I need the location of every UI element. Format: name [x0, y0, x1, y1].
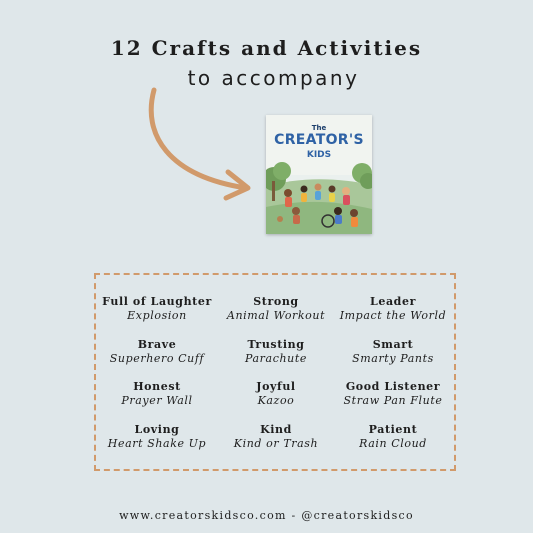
- activity-label: Heart Shake Up: [107, 437, 207, 450]
- activity-cell: [333, 338, 453, 366]
- trait-label: Trusting: [247, 338, 305, 351]
- curved-arrow-icon: [140, 84, 270, 204]
- book-cover: [266, 115, 372, 234]
- book-title-kids: KIDS: [306, 150, 332, 160]
- activity-label: Animal Workout: [226, 309, 326, 322]
- activity-label: Kazoo: [257, 394, 295, 407]
- activity-cell: [97, 380, 217, 408]
- trait-label: Brave: [137, 338, 177, 351]
- activity-cell: [333, 295, 453, 323]
- activity-cell: [97, 295, 217, 323]
- trait-label: Loving: [134, 423, 180, 436]
- activity-cell: [97, 423, 217, 451]
- trait-label: Smart: [372, 338, 414, 351]
- trait-label: Leader: [370, 295, 416, 308]
- activity-cell: [216, 295, 336, 323]
- trait-label: Kind: [260, 423, 292, 436]
- activity-label: Smarty Pants: [352, 352, 434, 365]
- trait-label: Patient: [368, 423, 418, 436]
- activity-label: Rain Cloud: [359, 437, 427, 450]
- page-subtitle: to accompany: [187, 66, 360, 90]
- trait-label: Honest: [133, 380, 181, 393]
- activity-label: Prayer Wall: [121, 394, 193, 407]
- footer-contact: www.creatorskidsco.com - @creatorskidsco: [119, 509, 414, 522]
- activity-cell: [216, 380, 336, 408]
- activity-label: Straw Pan Flute: [343, 394, 443, 407]
- activity-cell: [216, 338, 336, 366]
- activity-cell: [97, 338, 217, 366]
- page-title: 12 Crafts and Activities: [110, 36, 423, 60]
- activity-label: Explosion: [127, 309, 187, 322]
- trait-label: Joyful: [256, 380, 296, 393]
- book-title-small: The: [311, 124, 327, 132]
- activity-label: Superhero Cuff: [109, 352, 205, 365]
- activity-label: Parachute: [245, 352, 307, 365]
- activities-panel: [94, 273, 456, 471]
- activity-cell: [333, 423, 453, 451]
- activity-cell: [333, 380, 453, 408]
- trait-label: Good Listener: [345, 380, 441, 393]
- trait-label: Strong: [253, 295, 299, 308]
- activity-cell: [216, 423, 336, 451]
- activity-label: Impact the World: [339, 309, 447, 322]
- book-title-big: CREATOR'S: [274, 132, 364, 148]
- activity-label: Kind or Trash: [233, 437, 319, 450]
- trait-label: Full of Laughter: [102, 295, 212, 308]
